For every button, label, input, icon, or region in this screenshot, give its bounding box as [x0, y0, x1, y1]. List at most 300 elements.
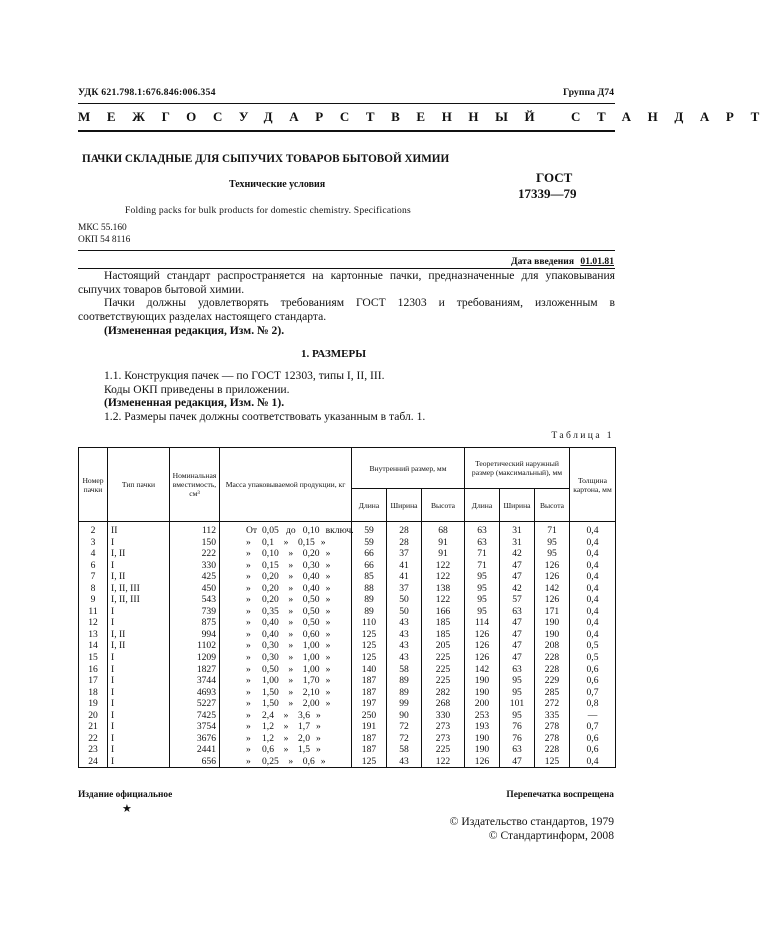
introduction-date-label: Дата введения — [510, 256, 575, 267]
cell-inner-length: 88 — [352, 583, 387, 595]
cell-type: I, II, III — [108, 594, 170, 606]
cell-mass — [220, 756, 352, 768]
mass-to: » — [288, 755, 294, 767]
cell-outer-width: 95 — [500, 687, 535, 699]
mass-max: 0,6 — [302, 755, 315, 767]
cell-outer-length: 71 — [465, 560, 500, 572]
table-row — [79, 710, 616, 722]
cell-mass — [220, 606, 352, 618]
cell-type: I — [108, 710, 170, 722]
header-outer-length: Длина — [465, 489, 500, 522]
cell-inner-length: 66 — [352, 560, 387, 572]
cell-inner-width: 89 — [387, 687, 422, 699]
mass-tail: » — [325, 582, 331, 594]
cell-thickness: 0,4 — [570, 522, 616, 537]
header-theoretical-size: Теоретический наружный размер (максимальный), мм — [465, 448, 570, 489]
cell-inner-length: 187 — [352, 687, 387, 699]
cell-type: I — [108, 617, 170, 629]
english-title: Folding packs for bulk products for domestic chemistry. Specifications — [125, 205, 411, 216]
cell-thickness: 0,4 — [570, 548, 616, 560]
cell-mass — [220, 710, 352, 722]
cell-number: 15 — [79, 652, 108, 664]
cell-outer-length: 126 — [465, 652, 500, 664]
mass-from: » — [246, 594, 251, 606]
mass-to: » — [288, 617, 294, 629]
mass-tail: » — [325, 617, 331, 629]
cell-inner-height: 282 — [422, 687, 465, 699]
cell-outer-height: 142 — [535, 583, 570, 595]
mass-max: 0,50 — [302, 617, 320, 629]
mass-tail: » — [316, 721, 321, 733]
mass-tail: » — [325, 605, 331, 617]
cell-outer-length: 190 — [465, 675, 500, 687]
mass-tail: » — [325, 698, 331, 710]
mass-max: 3,6 — [298, 709, 310, 721]
mass-tail: » — [325, 686, 331, 698]
mass-to: » — [288, 548, 294, 560]
cell-inner-width: 50 — [387, 606, 422, 618]
mass-to: » — [288, 640, 294, 652]
cell-outer-length: 95 — [465, 583, 500, 595]
mass-max: 0,40 — [302, 571, 320, 583]
cell-thickness: 0,5 — [570, 640, 616, 652]
cell-outer-height: 125 — [535, 756, 570, 768]
cell-capacity: 5227 — [170, 698, 220, 710]
cell-outer-length: 200 — [465, 698, 500, 710]
cell-inner-width: 37 — [387, 583, 422, 595]
cell-outer-length: 190 — [465, 687, 500, 699]
okp-code: ОКП 54 8116 — [78, 235, 131, 245]
cell-outer-height: 278 — [535, 721, 570, 733]
cell-outer-length: 114 — [465, 617, 500, 629]
cell-type: I, II — [108, 629, 170, 641]
cell-type: I — [108, 560, 170, 572]
table-row — [79, 698, 616, 710]
cell-type: I — [108, 744, 170, 756]
cell-outer-width: 95 — [500, 675, 535, 687]
mass-tail: » — [325, 663, 331, 675]
cell-thickness: 0,6 — [570, 744, 616, 756]
cell-outer-length: 142 — [465, 664, 500, 676]
mass-tail: » — [320, 536, 326, 548]
cell-inner-length: 187 — [352, 744, 387, 756]
mass-to: » — [288, 582, 294, 594]
cell-number: 7 — [79, 571, 108, 583]
cell-outer-width: 47 — [500, 640, 535, 652]
mass-max: 1,00 — [302, 663, 320, 675]
mass-max: 0,50 — [302, 605, 320, 617]
table-row — [79, 571, 616, 583]
cell-capacity: 1102 — [170, 640, 220, 652]
copyright-publisher: © Издательство стандартов, 1979 — [449, 815, 614, 828]
cell-number: 18 — [79, 687, 108, 699]
clause-1-2: 1.2. Размеры пачек должны соответствовать указанным в табл. 1. — [104, 410, 426, 423]
mass-min: 1,2 — [262, 732, 274, 744]
cell-inner-length: 59 — [352, 522, 387, 537]
cell-outer-width: 47 — [500, 571, 535, 583]
mass-max: 1,00 — [302, 640, 320, 652]
table-row — [79, 537, 616, 549]
cell-type: I, II — [108, 640, 170, 652]
cell-outer-width: 47 — [500, 756, 535, 768]
cell-inner-width: 41 — [387, 571, 422, 583]
cell-inner-length: 89 — [352, 606, 387, 618]
title-rule — [78, 250, 615, 251]
header-outer-width: Ширина — [500, 489, 535, 522]
mass-min: 0,20 — [262, 571, 279, 583]
cell-thickness: 0,4 — [570, 756, 616, 768]
mass-max: 0,10 — [302, 525, 320, 536]
cell-mass — [220, 560, 352, 572]
cell-thickness: 0,4 — [570, 606, 616, 618]
mass-max: 1,7 — [298, 721, 310, 733]
cell-outer-height: 272 — [535, 698, 570, 710]
cell-type: I — [108, 664, 170, 676]
cell-outer-width: 47 — [500, 617, 535, 629]
cell-inner-width: 90 — [387, 710, 422, 722]
mass-min: 0,35 — [262, 605, 279, 617]
mass-max: 0,30 — [302, 559, 320, 571]
cell-thickness: 0,4 — [570, 594, 616, 606]
cell-outer-height: 285 — [535, 687, 570, 699]
mass-min: 0,10 — [262, 548, 279, 560]
cell-type: I — [108, 652, 170, 664]
cell-inner-width: 41 — [387, 560, 422, 572]
cell-inner-length: 125 — [352, 756, 387, 768]
mass-max: 1,00 — [302, 652, 320, 664]
table-row — [79, 629, 616, 641]
cell-mass — [220, 652, 352, 664]
cell-outer-width: 31 — [500, 537, 535, 549]
cell-type: I, II — [108, 548, 170, 560]
cell-inner-width: 28 — [387, 522, 422, 537]
cell-capacity: 994 — [170, 629, 220, 641]
document-subtitle: Технические условия — [229, 179, 326, 190]
reprint-prohibited: Перепечатка воспрещена — [506, 790, 614, 800]
cell-inner-height: 273 — [422, 721, 465, 733]
cell-outer-length: 190 — [465, 744, 500, 756]
mass-min: 0,20 — [262, 582, 279, 594]
cell-capacity: 3754 — [170, 721, 220, 733]
section-title-dimensions: 1. РАЗМЕРЫ — [301, 348, 367, 360]
cell-inner-width: 89 — [387, 675, 422, 687]
mass-max: 0,20 — [302, 548, 320, 560]
mass-tail: включ. — [325, 525, 354, 536]
cell-inner-length: 59 — [352, 537, 387, 549]
cell-number: 19 — [79, 698, 108, 710]
cell-number: 3 — [79, 537, 108, 549]
cell-type: I — [108, 537, 170, 549]
cell-capacity: 875 — [170, 617, 220, 629]
cell-mass — [220, 522, 352, 537]
cell-mass — [220, 583, 352, 595]
cell-number: 13 — [79, 629, 108, 641]
mass-min: 0,30 — [262, 640, 279, 652]
table-row — [79, 744, 616, 756]
cell-inner-width: 58 — [387, 664, 422, 676]
cell-inner-height: 185 — [422, 617, 465, 629]
mass-max: 0,15 — [298, 536, 315, 548]
cell-type: I — [108, 756, 170, 768]
mass-max: 1,70 — [302, 675, 320, 687]
cell-outer-width: 47 — [500, 560, 535, 572]
official-edition: Издание официальное — [78, 790, 173, 800]
mass-max: 1,5 — [298, 744, 310, 756]
cell-mass — [220, 733, 352, 745]
mass-tail: » — [316, 744, 321, 756]
cell-number: 9 — [79, 594, 108, 606]
table-row — [79, 733, 616, 745]
cell-number: 2 — [79, 522, 108, 537]
cell-inner-height: 122 — [422, 571, 465, 583]
mass-tail: » — [325, 675, 331, 687]
cell-outer-height: 190 — [535, 617, 570, 629]
cell-inner-height: 268 — [422, 698, 465, 710]
table-body — [79, 522, 616, 768]
udk-code: УДК 621.798.1:676.846:006.354 — [78, 87, 216, 98]
table-row — [79, 664, 616, 676]
cell-inner-height: 122 — [422, 594, 465, 606]
mass-tail: » — [325, 594, 331, 606]
cell-outer-width: 76 — [500, 721, 535, 733]
cell-outer-length: 126 — [465, 756, 500, 768]
cell-outer-height: 171 — [535, 606, 570, 618]
cell-capacity: 425 — [170, 571, 220, 583]
mass-tail: » — [325, 571, 331, 583]
header-thickness: Толщина картона, мм — [570, 448, 616, 522]
table-row — [79, 560, 616, 572]
okp-codes-note: Коды ОКП приведены в приложении. — [104, 383, 290, 396]
mass-to: » — [288, 686, 294, 698]
mass-from: » — [246, 721, 251, 733]
cell-inner-length: 89 — [352, 594, 387, 606]
mass-from: » — [246, 675, 251, 687]
cell-capacity: 330 — [170, 560, 220, 572]
introduction-date-value: 01.01.81 — [580, 256, 614, 267]
table-row — [79, 687, 616, 699]
cell-inner-length: 197 — [352, 698, 387, 710]
cell-outer-height: 190 — [535, 629, 570, 641]
cell-outer-height: 335 — [535, 710, 570, 722]
cell-outer-height: 228 — [535, 652, 570, 664]
mass-to: » — [283, 721, 289, 733]
cell-thickness: — — [570, 710, 616, 722]
cell-capacity: 112 — [170, 522, 220, 537]
mass-min: 1,2 — [262, 721, 274, 733]
cell-inner-width: 28 — [387, 537, 422, 549]
cell-inner-height: 225 — [422, 675, 465, 687]
cell-outer-height: 229 — [535, 675, 570, 687]
intro-paragraph-1: Настоящий стандарт распространяется на картонные пачки, предназначенные для упаковывания сыпучих товаров бытовой химии. — [78, 269, 615, 296]
cell-outer-height: 95 — [535, 548, 570, 560]
cell-outer-height: 228 — [535, 664, 570, 676]
mass-to: » — [288, 675, 294, 687]
cell-mass — [220, 629, 352, 641]
mass-to: » — [288, 628, 294, 640]
mass-from: » — [246, 709, 251, 721]
mass-from: » — [246, 571, 251, 583]
cell-inner-width: 43 — [387, 756, 422, 768]
cell-mass — [220, 744, 352, 756]
cell-capacity: 3676 — [170, 733, 220, 745]
cell-capacity: 222 — [170, 548, 220, 560]
cell-type: I — [108, 721, 170, 733]
mass-tail: » — [325, 548, 331, 560]
cell-inner-width: 43 — [387, 652, 422, 664]
cell-thickness: 0,7 — [570, 721, 616, 733]
header-rule-thick — [78, 130, 615, 132]
cell-inner-height: 91 — [422, 537, 465, 549]
clause-1-1: 1.1. Конструкция пачек — по ГОСТ 12303, типы I, II, III. — [104, 369, 385, 382]
group-code: Группа Д74 — [562, 87, 614, 98]
cell-type: I — [108, 733, 170, 745]
cell-capacity: 2441 — [170, 744, 220, 756]
cell-number: 17 — [79, 675, 108, 687]
mass-to: » — [283, 732, 289, 744]
cell-outer-width: 42 — [500, 548, 535, 560]
mass-min: 0,25 — [262, 755, 279, 767]
cell-outer-width: 42 — [500, 583, 535, 595]
cell-mass — [220, 537, 352, 549]
cell-inner-height: 205 — [422, 640, 465, 652]
cell-inner-width: 72 — [387, 721, 422, 733]
cell-outer-height: 71 — [535, 522, 570, 537]
intro-paragraph-2: Пачки должны удовлетворять требованиям ГОСТ 12303 и требованиям, изложенным в соответствующих разделах настоящего стандарта. — [78, 296, 615, 323]
mass-to: » — [288, 663, 294, 675]
mass-from: » — [246, 559, 251, 571]
cell-mass — [220, 617, 352, 629]
cell-outer-length: 193 — [465, 721, 500, 733]
cell-mass — [220, 721, 352, 733]
cell-thickness: 0,6 — [570, 675, 616, 687]
cell-inner-height: 68 — [422, 522, 465, 537]
mass-min: 1,50 — [262, 686, 279, 698]
mass-max: 0,40 — [302, 582, 320, 594]
cell-outer-length: 126 — [465, 640, 500, 652]
mass-to: » — [283, 536, 289, 548]
cell-inner-length: 191 — [352, 721, 387, 733]
mks-code: МКС 55.160 — [78, 223, 127, 233]
mass-min: 1,00 — [262, 675, 279, 687]
cell-number: 23 — [79, 744, 108, 756]
cell-capacity: 739 — [170, 606, 220, 618]
cell-outer-length: 95 — [465, 594, 500, 606]
header-rule-top — [78, 103, 615, 104]
cell-inner-height: 225 — [422, 744, 465, 756]
cell-outer-width: 63 — [500, 606, 535, 618]
cell-number: 11 — [79, 606, 108, 618]
mass-to: » — [288, 698, 294, 710]
cell-inner-height: 91 — [422, 548, 465, 560]
header-mass: Масса упаковываемой продукции, кг — [220, 448, 352, 522]
mass-to: до — [285, 525, 296, 536]
copyright-standartinform: © Стандартинформ, 2008 — [488, 829, 614, 842]
table-caption: Таблица 1 — [551, 430, 614, 441]
cell-number: 4 — [79, 548, 108, 560]
mass-from: От — [246, 525, 258, 536]
cell-thickness: 0,7 — [570, 687, 616, 699]
cell-number: 16 — [79, 664, 108, 676]
cell-inner-width: 43 — [387, 617, 422, 629]
cell-inner-length: 66 — [352, 548, 387, 560]
table-row — [79, 606, 616, 618]
mass-min: 0,6 — [262, 744, 274, 756]
cell-inner-length: 125 — [352, 652, 387, 664]
mass-to: » — [288, 605, 294, 617]
cell-inner-width: 50 — [387, 594, 422, 606]
mass-from: » — [246, 732, 251, 744]
cell-inner-width: 43 — [387, 640, 422, 652]
cell-number: 21 — [79, 721, 108, 733]
cell-inner-length: 250 — [352, 710, 387, 722]
cell-inner-length: 187 — [352, 733, 387, 745]
mass-max: 0,50 — [302, 594, 320, 606]
cell-outer-length: 71 — [465, 548, 500, 560]
cell-thickness: 0,4 — [570, 537, 616, 549]
mass-tail: » — [325, 652, 331, 664]
mass-to: » — [283, 744, 289, 756]
cell-capacity: 656 — [170, 756, 220, 768]
cell-outer-height: 278 — [535, 733, 570, 745]
mass-from: » — [246, 698, 251, 710]
cell-number: 22 — [79, 733, 108, 745]
mass-min: 0,30 — [262, 652, 279, 664]
cell-number: 8 — [79, 583, 108, 595]
cell-type: I — [108, 675, 170, 687]
cell-number: 12 — [79, 617, 108, 629]
cell-thickness: 0,4 — [570, 629, 616, 641]
cell-inner-height: 166 — [422, 606, 465, 618]
cell-inner-height: 330 — [422, 710, 465, 722]
cell-thickness: 0,8 — [570, 698, 616, 710]
cell-number: 14 — [79, 640, 108, 652]
cell-outer-height: 95 — [535, 537, 570, 549]
cell-type: I — [108, 698, 170, 710]
mass-to: » — [283, 709, 289, 721]
cell-inner-length: 110 — [352, 617, 387, 629]
cell-inner-length: 125 — [352, 640, 387, 652]
cell-number: 20 — [79, 710, 108, 722]
mass-tail: » — [325, 628, 331, 640]
cell-outer-width: 57 — [500, 594, 535, 606]
header-number: Номер пачки — [79, 448, 108, 522]
cell-type: I — [108, 606, 170, 618]
cell-mass — [220, 594, 352, 606]
cell-capacity: 3744 — [170, 675, 220, 687]
cell-inner-height: 122 — [422, 756, 465, 768]
header-inner-length: Длина — [352, 489, 387, 522]
table-row — [79, 640, 616, 652]
cell-thickness: 0,4 — [570, 560, 616, 572]
cell-thickness: 0,4 — [570, 583, 616, 595]
mass-max: 2,00 — [302, 698, 320, 710]
cell-outer-length: 63 — [465, 537, 500, 549]
mass-min: 0,20 — [262, 594, 279, 606]
mass-max: 2,0 — [298, 732, 310, 744]
cell-type: I — [108, 687, 170, 699]
cell-inner-length: 140 — [352, 664, 387, 676]
mass-from: » — [246, 755, 251, 767]
mass-from: » — [246, 605, 251, 617]
mass-min: 2,4 — [262, 709, 274, 721]
mass-from: » — [246, 686, 251, 698]
cell-thickness: 0,4 — [570, 617, 616, 629]
table-row — [79, 675, 616, 687]
cell-capacity: 450 — [170, 583, 220, 595]
mass-tail: » — [325, 559, 331, 571]
document-title: ПАЧКИ СКЛАДНЫЕ ДЛЯ СЫПУЧИХ ТОВАРОВ БЫТОВОЙ ХИМИИ — [82, 153, 450, 165]
cell-inner-width: 37 — [387, 548, 422, 560]
